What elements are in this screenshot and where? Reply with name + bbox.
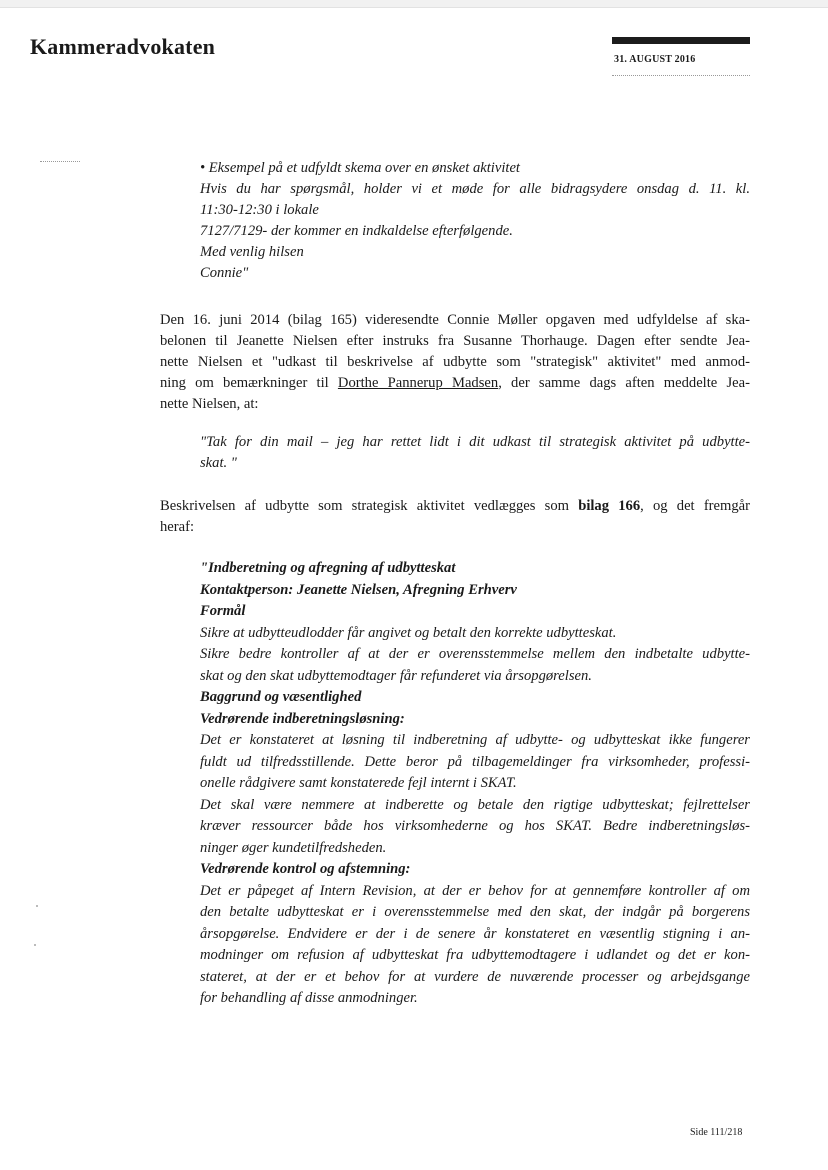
- paragraph-line: belonen til Jeanette Nielsen efter instruks fra Susanne Thorhauge. Dagen efter sendte Jea-: [160, 333, 750, 349]
- quote-line: Sikre at udbytteudlodder får angivet og betalt den korrekte udbytteskat.: [200, 624, 617, 641]
- quote-line: skat. ": [200, 455, 237, 471]
- email-quote: [200, 158, 750, 284]
- quote-line: Med venlig hilsen: [200, 244, 304, 260]
- quote-line: modninger om refusion af udbytteskat fra udbyttemodtagere i udlandet og det er kon-: [200, 947, 750, 963]
- text-run: , der samme dags aften meddelte Jea-: [498, 375, 750, 391]
- document-date: 31. AUGUST 2016: [614, 54, 696, 65]
- quote-line: 7127/7129- der kommer en indkaldelse efterfølgende.: [200, 223, 513, 239]
- paragraph-line: nette Nielsen et "udkast til beskrivelse af udbytte som "strategisk" aktivitet" med anmod-: [160, 354, 750, 370]
- quote-line: Det er konstateret at løsning til indberetning af udbytte- og udbytteskat ikke fungerer: [200, 732, 750, 748]
- text-run: Beskrivelsen af udbytte som strategisk aktivitet vedlægges som: [160, 498, 579, 514]
- scan-speck: [36, 905, 38, 907]
- quote-line: den betalte udbytteskat er i overensstemmelse med den skat, der indgår på borgerens: [200, 904, 750, 920]
- quote-heading: Vedrørende kontrol og afstemning:: [200, 861, 411, 877]
- margin-mark: [40, 161, 80, 162]
- header-rule-bar: [612, 37, 750, 44]
- reply-quote: [200, 432, 750, 474]
- quote-line: ninger øger kundetilfredsheden.: [200, 839, 387, 856]
- quote-line: "Tak for din mail – jeg har rettet lidt i dit udkast til strategisk aktivitet på udbytte-: [200, 434, 750, 450]
- quote-heading: Vedrørende indberetningsløsning:: [200, 710, 405, 727]
- quote-line: skat og den skat udbyttemodtager får refunderet via årsopgørelsen.: [200, 667, 592, 684]
- quote-line: Sikre bedre kontroller af at der er overensstemmelse mellem den indbetalte udbytte-: [200, 646, 750, 662]
- quote-line: onelle rådgivere samt konstaterede fejl internt i SKAT.: [200, 775, 517, 791]
- exhibit-quote: [200, 558, 750, 1010]
- letterhead-brand: Kammeradvokaten: [30, 34, 216, 59]
- body-paragraph: [160, 310, 750, 415]
- quote-line: Det er påpeget af Intern Revision, at der er behov for at gennemføre kontroller af om: [200, 882, 750, 899]
- page-number: Side 111/218: [690, 1127, 743, 1138]
- quote-heading: Formål: [200, 603, 246, 619]
- quote-line: • Eksempel på et udfyldt skema over en ønsket aktivitet: [200, 160, 520, 176]
- quote-line: stateret, at der er et behov for at vurdere de nuværende processer og arbejdsgange: [200, 968, 750, 985]
- person-name-link: Dorthe Pannerup Madsen: [337, 375, 499, 391]
- quote-line: kræver ressourcer både hos virksomhederne og hos SKAT. Bedre indberetningsløs-: [200, 818, 750, 834]
- text-run: ning om bemærkninger til: [160, 375, 338, 391]
- quote-heading: Baggrund og væsentlighed: [200, 689, 362, 705]
- scan-top-edge: [0, 0, 828, 8]
- exhibit-reference: bilag 166: [578, 498, 641, 514]
- quote-heading: "Indberetning og afregning af udbytteskat: [200, 560, 456, 576]
- paragraph-line: heraf:: [160, 519, 195, 535]
- quote-line: Hvis du har spørgsmål, holder vi et møde for alle bidragsydere onsdag d. 11. kl.: [200, 181, 750, 197]
- paragraph-line: [160, 373, 750, 394]
- quote-line: 11:30-12:30 i lokale: [200, 202, 319, 218]
- paragraph-line: nette Nielsen, at:: [160, 396, 259, 412]
- body-paragraph: [160, 496, 750, 538]
- quote-heading: Kontaktperson: Jeanette Nielsen, Afregning Erhverv: [200, 581, 517, 598]
- quote-line: årsopgørelse. Endvidere er der i de senere år konstateret en væsentlig stigning i an-: [200, 925, 750, 942]
- scan-speck: [34, 944, 36, 946]
- quote-line: fuldt ud tilfredsstillende. Dette beror på tilbagemeldinger fra virksomheder, professi-: [200, 753, 750, 770]
- quote-line: Connie": [200, 265, 249, 281]
- date-underline: [612, 75, 750, 76]
- paragraph-line: Den 16. juni 2014 (bilag 165) videresendte Connie Møller opgaven med udfyldelse af ska-: [160, 312, 750, 328]
- quote-line: for behandling af disse anmodninger.: [200, 990, 418, 1006]
- text-run: , og det fremgår: [640, 498, 751, 514]
- quote-line: Det skal være nemmere at indberette og betale den rigtige udbytteskat; fejlrettelser: [200, 796, 750, 813]
- paragraph-line: [160, 496, 750, 517]
